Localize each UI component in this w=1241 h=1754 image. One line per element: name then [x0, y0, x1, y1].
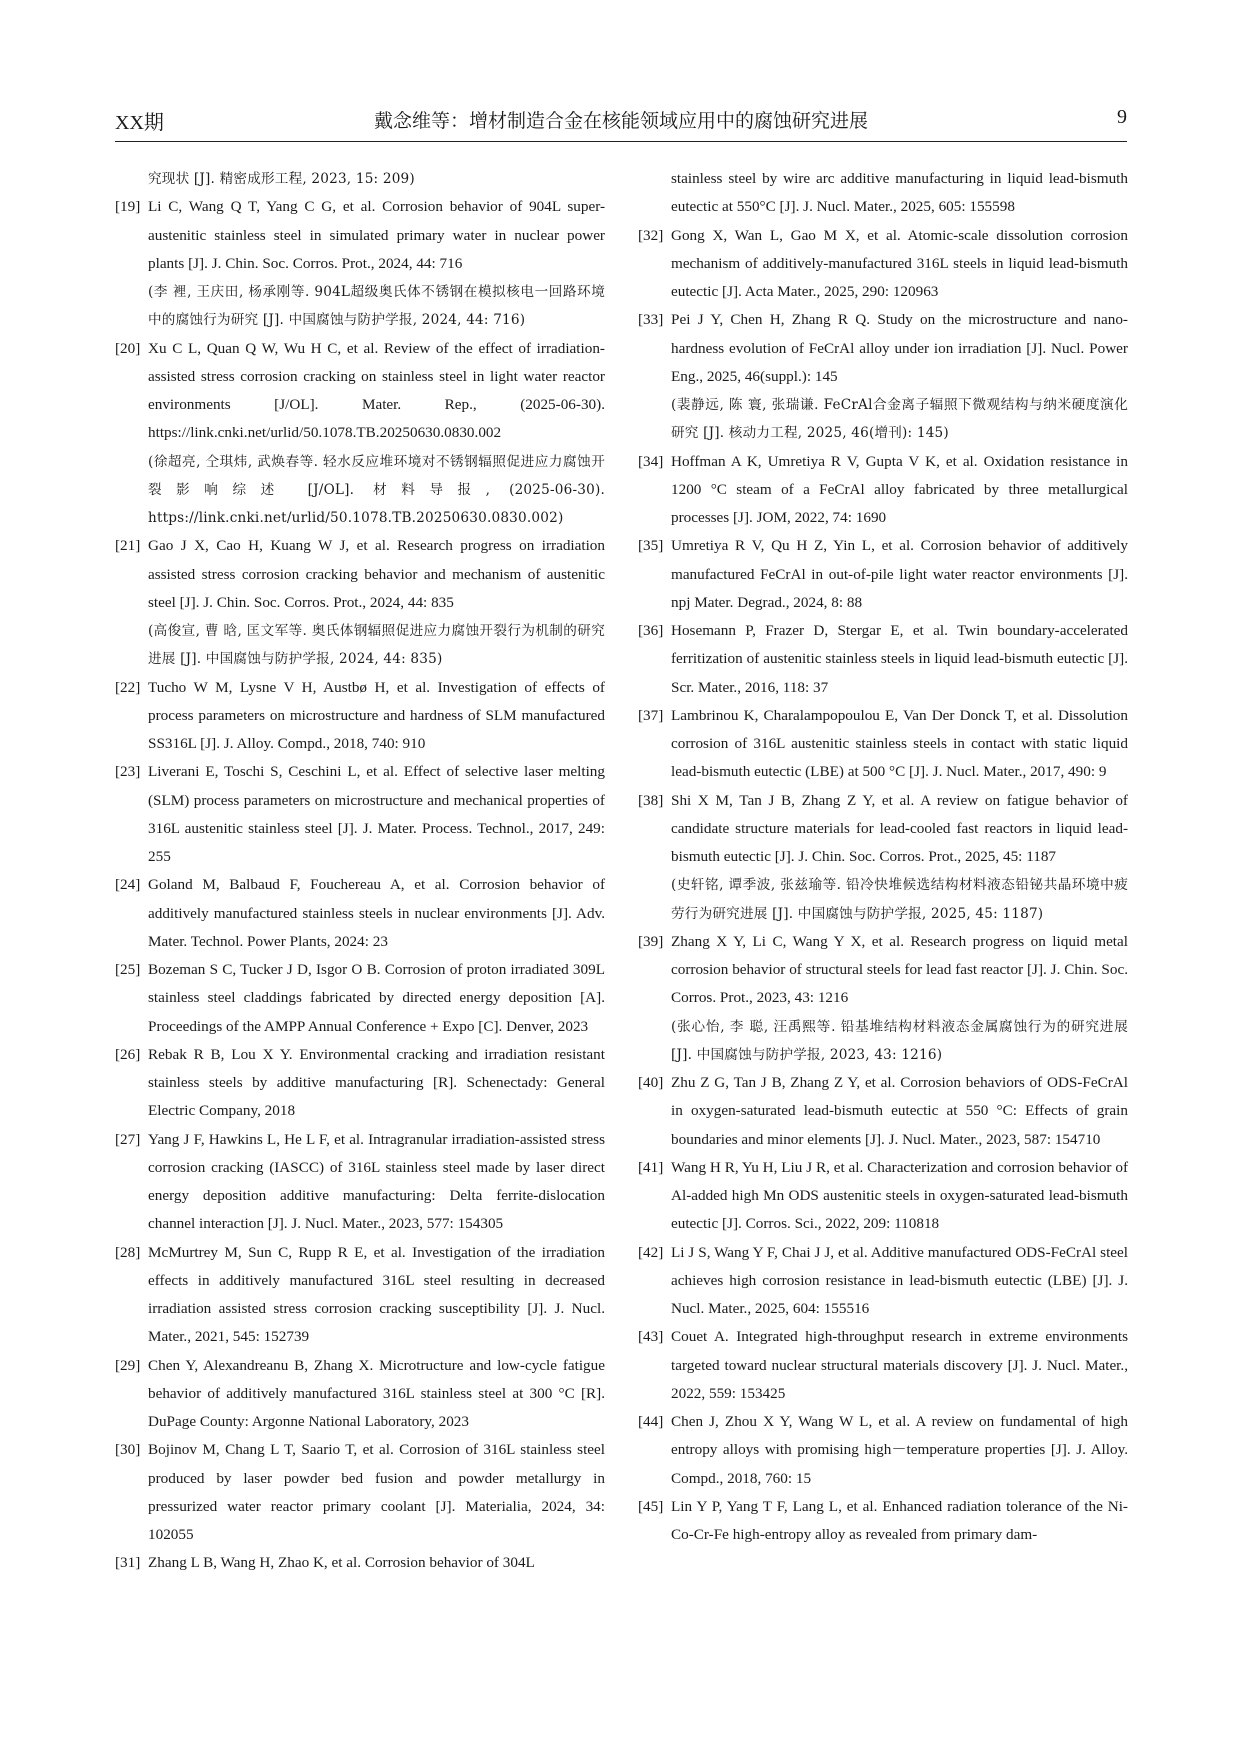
- reference-text: Li C, Wang Q T, Yang C G, et al. Corrosion behavior of 904L super-austenitic stainless steel in simulated primary water in nuclear power plants [J]. J. Chin. Soc. Corros. Prot., 2024, 44: 716: [148, 198, 605, 272]
- reference-number: [19]: [115, 198, 141, 216]
- reference-list-left: [115, 193, 605, 1577]
- reference-entry: [638, 222, 1128, 307]
- reference-entry: [115, 1126, 605, 1239]
- reference-continuation: [115, 165, 605, 193]
- running-title: 戴念维等：增材制造合金在核能领域应用中的腐蚀研究进展: [373, 110, 868, 132]
- right-column: [638, 165, 1128, 1549]
- reference-entry: [638, 787, 1128, 928]
- page-number: 9: [1117, 106, 1127, 128]
- reference-text: Tucho W M, Lysne V H, Austbø H, et al. Investigation of effects of process parameters on microstructure and hardness of SLM manufactured SS316L [J]. J. Alloy. Compd., 2018, 740: 910: [148, 678, 605, 752]
- reference-text: Li J S, Wang Y F, Chai J J, et al. Additive manufactured ODS-FeCrAl steel achieves high corrosion resistance in lead-bismuth eutectic (LBE) [J]. J. Nucl. Mater., 2025, 604: 155516: [671, 1243, 1128, 1317]
- issue-number: XX期: [115, 112, 164, 134]
- reference-number: [40]: [638, 1074, 664, 1091]
- reference-text: Lambrinou K, Charalampopoulou E, Van Der Donck T, et al. Dissolution corrosion of 316L austenitic stainless steels in contact with static liquid lead-bismuth eutectic (LBE) at 500 °C [J]. J. Nucl. Mater., 2017, 490: 9: [671, 706, 1128, 781]
- reference-number: [42]: [638, 1243, 664, 1261]
- reference-entry: [115, 335, 605, 533]
- reference-entry: [638, 702, 1128, 787]
- reference-entry: [115, 1352, 605, 1437]
- reference-text: Hoffman A K, Umretiya R V, Gupta V K, et al. Oxidation resistance in 1200 °C steam of a FeCrAl alloy fabricated by three metallurgical processes [J]. JOM, 2022, 74: 1690: [671, 452, 1128, 526]
- reference-number: [30]: [115, 1441, 141, 1459]
- reference-text: Bozeman S C, Tucker J D, Isgor O B. Corrosion of proton irradiated 309L stainless steel claddings fabricated by directed energy deposition [A]. Proceedings of the AMPP Annual Conference + Expo [C]. Denver, 2023: [148, 961, 605, 1035]
- reference-text: Hosemann P, Frazer D, Stergar E, et al. Twin boundary-accelerated ferritization of austenitic stainless steels in liquid lead-bismuth eutectic [J]. Scr. Mater., 2016, 118: 37: [671, 622, 1128, 696]
- reference-text: Wang H R, Yu H, Liu J R, et al. Characterization and corrosion behavior of Al-added high Mn ODS austenitic steels in oxygen-saturated lead-bismuth eutectic [J]. Corros. Sci., 2022, 209: 110818: [671, 1158, 1128, 1233]
- reference-entry: [638, 1154, 1128, 1239]
- reference-number: [33]: [638, 311, 664, 329]
- reference-number: [45]: [638, 1497, 664, 1515]
- reference-entry: [638, 448, 1128, 533]
- reference-chinese-text: (史轩铭, 谭季波, 张兹瑜等. 铅冷快堆候选结构材料液态铅铋共晶环境中疲劳行为研究进展 [J]. 中国腐蚀与防护学报, 2025, 45: 1187): [671, 877, 1128, 922]
- reference-chinese-text: (高俊宣, 曹 晗, 匡文军等. 奥氏体钢辐照促进应力腐蚀开裂行为机制的研究进展 [J]. 中国腐蚀与防护学报, 2024, 44: 835): [148, 623, 605, 668]
- reference-entry: [115, 1436, 605, 1549]
- reference-number: [34]: [638, 452, 664, 470]
- reference-text: Zhu Z G, Tan J B, Zhang Z Y, et al. Corrosion behaviors of ODS-FeCrAl in oxygen-saturated lead-bismuth eutectic at 550 °C: Effects of grain boundaries and minor elements [J]. J. Nucl. Mater., 2023, 587: 154710: [671, 1074, 1128, 1148]
- reference-text: Goland M, Balbaud F, Fouchereau A, et al. Corrosion behavior of additively manufactured stainless steels in nuclear environments [J]. Adv. Mater. Technol. Power Plants, 2024: 23: [148, 876, 605, 950]
- reference-continuation: [638, 165, 1128, 222]
- reference-text: Zhang L B, Wang H, Zhao K, et al. Corrosion behavior of 304L: [148, 1554, 535, 1572]
- header-rule: [115, 141, 1127, 142]
- reference-text: Chen J, Zhou X Y, Wang W L, et al. A review on fundamental of high entropy alloys with promising high－temperature properties [J]. J. Alloy. Compd., 2018, 760: 15: [671, 1413, 1128, 1487]
- reference-entry: [115, 956, 605, 1041]
- reference-entry: [115, 674, 605, 759]
- reference-number: [35]: [638, 537, 664, 555]
- reference-entry: [115, 758, 605, 871]
- reference-text: Shi X M, Tan J B, Zhang Z Y, et al. A review on fatigue behavior of candidate structure materials for lead-cooled fast reactors in liquid lead-bismuth eutectic [J]. J. Chin. Soc. Corros. Prot., 2025, 45: 1187: [671, 791, 1128, 865]
- reference-text: Rebak R B, Lou X Y. Environmental cracking and irradiation resistant stainless steels by additive manufacturing [R]. Schenectady: General Electric Company, 2018: [148, 1045, 605, 1120]
- reference-text: Xu C L, Quan Q W, Wu H C, et al. Review of the effect of irradiation-assisted stress corrosion cracking on stainless steel in light water reactor environments [J/OL]. Mater. Rep., (2025-06-30). https://link.cnki.net/urlid/50.1078.TB.20250630.0830.002: [148, 339, 605, 442]
- reference-list-right: [638, 222, 1128, 1550]
- reference-number: [25]: [115, 961, 141, 978]
- reference-chinese-text: (张心怡, 李 聪, 汪禹熙等. 铅基堆结构材料液态金属腐蚀行为的研究进展 [J]. 中国腐蚀与防护学报, 2023, 43: 1216): [671, 1018, 1128, 1063]
- reference-text: Pei J Y, Chen H, Zhang R Q. Study on the microstructure and nano-hardness evolution of FeCrAl alloy under ion irradiation [J]. Nucl. Power Eng., 2025, 46(suppl.): 145: [671, 311, 1128, 385]
- reference-entry: [115, 871, 605, 956]
- reference-entry: [638, 1323, 1128, 1408]
- reference-entry: [115, 1549, 605, 1577]
- reference-text: Yang J F, Hawkins L, He L F, et al. Intragranular irradiation-assisted stress corrosion cracking (IASCC) of 316L stainless steel made by laser direct energy deposition additive manufacturing: Delta ferrite-dislocation channel interaction [J]. J. Nucl. Mater., 2023, 577: 154305: [148, 1130, 605, 1233]
- left-column: [115, 165, 605, 1578]
- reference-chinese-text: (徐超亮, 仝琪炜, 武焕春等. 轻水反应堆环境对不锈钢辐照促进应力腐蚀开裂影响综述 [J/OL]. 材料导报, (2025-06-30). https://link.cnki.net/urlid/50.1078.TB.20250630.0830.002): [148, 453, 605, 526]
- reference-entry: [115, 1239, 605, 1352]
- reference-entry: [638, 1408, 1128, 1493]
- reference-text: Couet A. Integrated high-throughput research in extreme environments targeted toward nuclear structural materials discovery [J]. J. Nucl. Mater., 2022, 559: 153425: [671, 1328, 1128, 1402]
- reference-number: [39]: [638, 932, 664, 950]
- reference-text: Umretiya R V, Qu H Z, Yin L, et al. Corrosion behavior of additively manufactured FeCrAl in out-of-pile light water reactor environments [J]. npj Mater. Degrad., 2024, 8: 88: [671, 537, 1128, 611]
- reference-number: [29]: [115, 1356, 141, 1374]
- page-header: [115, 100, 1127, 134]
- reference-number: [36]: [638, 622, 664, 639]
- reference-number: [26]: [115, 1045, 141, 1063]
- reference-number: [27]: [115, 1130, 141, 1148]
- reference-text: McMurtrey M, Sun C, Rupp R E, et al. Investigation of the irradiation effects in additively manufactured 316L steel resulting in decreased irradiation assisted stress corrosion cracking susceptibility [J]. J. Nucl. Mater., 2021, 545: 152739: [148, 1243, 605, 1346]
- reference-text: Zhang X Y, Li C, Wang Y X, et al. Research progress on liquid metal corrosion behavior of structural steels for lead fast reactor [J]. J. Chin. Soc. Corros. Prot., 2023, 43: 1216: [671, 932, 1128, 1007]
- reference-number: [23]: [115, 763, 141, 781]
- reference-entry: [638, 617, 1128, 702]
- reference-entry: [638, 532, 1128, 617]
- reference-entry: [115, 193, 605, 334]
- reference-entry: [115, 1041, 605, 1126]
- reference-number: [22]: [115, 678, 141, 696]
- reference-number: [44]: [638, 1413, 664, 1430]
- reference-number: [24]: [115, 876, 141, 894]
- reference-text: Gao J X, Cao H, Kuang W J, et al. Research progress on irradiation assisted stress corrosion cracking behavior and mechanism of austenitic steel [J]. J. Chin. Soc. Corros. Prot., 2024, 44: 835: [148, 537, 605, 611]
- reference-text: Chen Y, Alexandreanu B, Zhang X. Microtructure and low-cycle fatigue behavior of additively manufactured 316L stainless steel at 300 °C [R]. DuPage County: Argonne National Laboratory, 2023: [148, 1356, 605, 1430]
- reference-number: [28]: [115, 1243, 141, 1261]
- reference-continuation-text: 究现状 [J]. 精密成形工程, 2023, 15: 209): [148, 171, 415, 187]
- reference-entry: [638, 306, 1128, 447]
- reference-chinese-text: (裴静远, 陈 寰, 张瑞谦. FeCrAl合金离子辐照下微观结构与纳米硬度演化研究 [J]. 核动力工程, 2025, 46(增刊): 145): [671, 397, 1128, 442]
- reference-number: [32]: [638, 226, 664, 244]
- reference-entry: [638, 1239, 1128, 1324]
- reference-entry: [638, 1069, 1128, 1154]
- reference-number: [43]: [638, 1328, 664, 1346]
- reference-text: Liverani E, Toschi S, Ceschini L, et al. Effect of selective laser melting (SLM) process parameters on microstructure and mechanical properties of 316L austenitic stainless steel [J]. J. Mater. Process. Technol., 2017, 249: 255: [148, 763, 605, 865]
- reference-number: [37]: [638, 706, 664, 724]
- reference-chinese-text: (李 裡, 王庆田, 杨承刚等. 904L超级奥氏体不锈钢在模拟核电一回路环境中的腐蚀行为研究 [J]. 中国腐蚀与防护学报, 2024, 44: 716): [148, 284, 605, 329]
- reference-number: [41]: [638, 1158, 664, 1176]
- reference-entry: [115, 532, 605, 673]
- reference-number: [31]: [115, 1554, 141, 1572]
- reference-entry: [638, 928, 1128, 1069]
- reference-text: Lin Y P, Yang T F, Lang L, et al. Enhanced radiation tolerance of the Ni-Co-Cr-Fe high-entropy alloy as revealed from primary dam-: [671, 1497, 1128, 1543]
- reference-text: Bojinov M, Chang L T, Saario T, et al. Corrosion of 316L stainless steel produced by laser powder bed fusion and powder metallurgy in pressurized water reactor primary coolant [J]. Materialia, 2024, 34: 102055: [148, 1441, 605, 1543]
- reference-entry: [638, 1493, 1128, 1550]
- reference-number: [21]: [115, 537, 141, 555]
- reference-continuation-text: stainless steel by wire arc additive manufacturing in liquid lead-bismuth eutectic at 550°C [J]. J. Nucl. Mater., 2025, 605: 155598: [671, 170, 1128, 216]
- reference-text: Gong X, Wan L, Gao M X, et al. Atomic-scale dissolution corrosion mechanism of additively-manufactured 316L steels in liquid lead-bismuth eutectic [J]. Acta Mater., 2025, 290: 120963: [671, 226, 1128, 300]
- reference-number: [38]: [638, 791, 664, 809]
- reference-number: [20]: [115, 339, 141, 357]
